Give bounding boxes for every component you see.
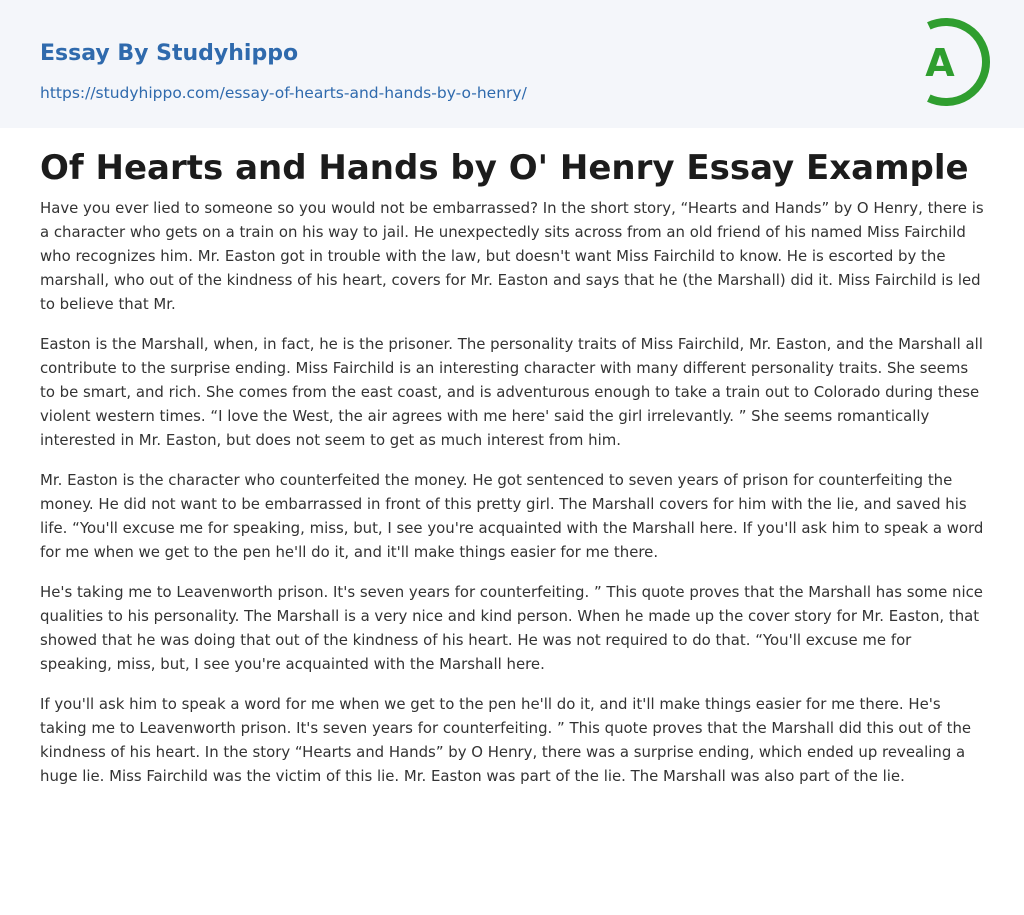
site-header <box>0 0 1024 128</box>
paragraph-5: If you'll ask him to speak a word for me when we get to the pen he'll do it, and it'll make things easier for me there. He's taking me to Leavenworth prison. It's seven years for counterfeiting. ” This quote proves that the Marshall did this out of the kindness of his heart. In the story “Hearts and Hands” by O Henry, there was a surprise ending, which ended up revealing a huge lie. Miss Fairchild was the victim of this lie. Mr. Easton was part of the lie. The Marshall was also part of the lie. <box>40 695 972 785</box>
paragraph-1: Have you ever lied to someone so you would not be embarrassed? In the short story, “Hearts and Hands” by O Henry, there is a character who gets on a train on his way to jail. He unexpectedly sits across from an old friend of his named Miss Fairchild who recognizes him. Mr. Easton got in trouble with the law, but doesn't want Miss Fairchild to know. He is escorted by the marshall, who out of the kindness of his heart, covers for Mr. Easton and says that he (the Marshall) did it. Miss Fairchild is led to believe that Mr. <box>40 199 984 313</box>
page-title: Of Hearts and Hands by O' Henry Essay Example <box>40 148 969 188</box>
article <box>0 128 1024 788</box>
logo-letter: A <box>925 41 955 85</box>
paragraph-3: Mr. Easton is the character who counterfeited the money. He got sentenced to seven years of prison for counterfeiting the money. He did not want to be embarrassed in front of this pretty girl. The Marshall covers for him with the lie, and saved his life. “You'll excuse me for speaking, miss, but, I see you're acquainted with the Marshall here. If you'll ask him to speak a word for me when we get to the pen he'll do it, and it'll make things easier for me there. <box>40 471 984 561</box>
paragraph-2: Easton is the Marshall, when, in fact, he is the prisoner. The personality traits of Miss Fairchild, Mr. Easton, and the Marshall all contribute to the surprise ending. Miss Fairchild is an interesting character with many different personality traits. She seems to be smart, and rich. She comes from the east coast, and is adventurous enough to take a train out to Colorado during these violent western times. “I love the West, the air agrees with me here' said the girl irrelevantly. ” She seems romantically interested in Mr. Easton, but does not seem to get as much interest from him. <box>40 335 983 449</box>
site-brand[interactable]: Essay By Studyhippo <box>40 41 299 66</box>
paragraph-4: He's taking me to Leavenworth prison. It's seven years for counterfeiting. ” This quote proves that the Marshall has some nice qualities to his personality. The Marshall is a very nice and kind person. When he made up the cover story for Mr. Easton, that showed that he was doing that out of the kindness of his heart. He was not required to do that. “You'll excuse me for speaking, miss, but, I see you're acquainted with the Marshall here. <box>40 583 983 673</box>
source-url-link[interactable]: https://studyhippo.com/essay-of-hearts-and-hands-by-o-henry/ <box>40 84 527 102</box>
studyhippo-logo-icon[interactable] <box>904 14 992 110</box>
